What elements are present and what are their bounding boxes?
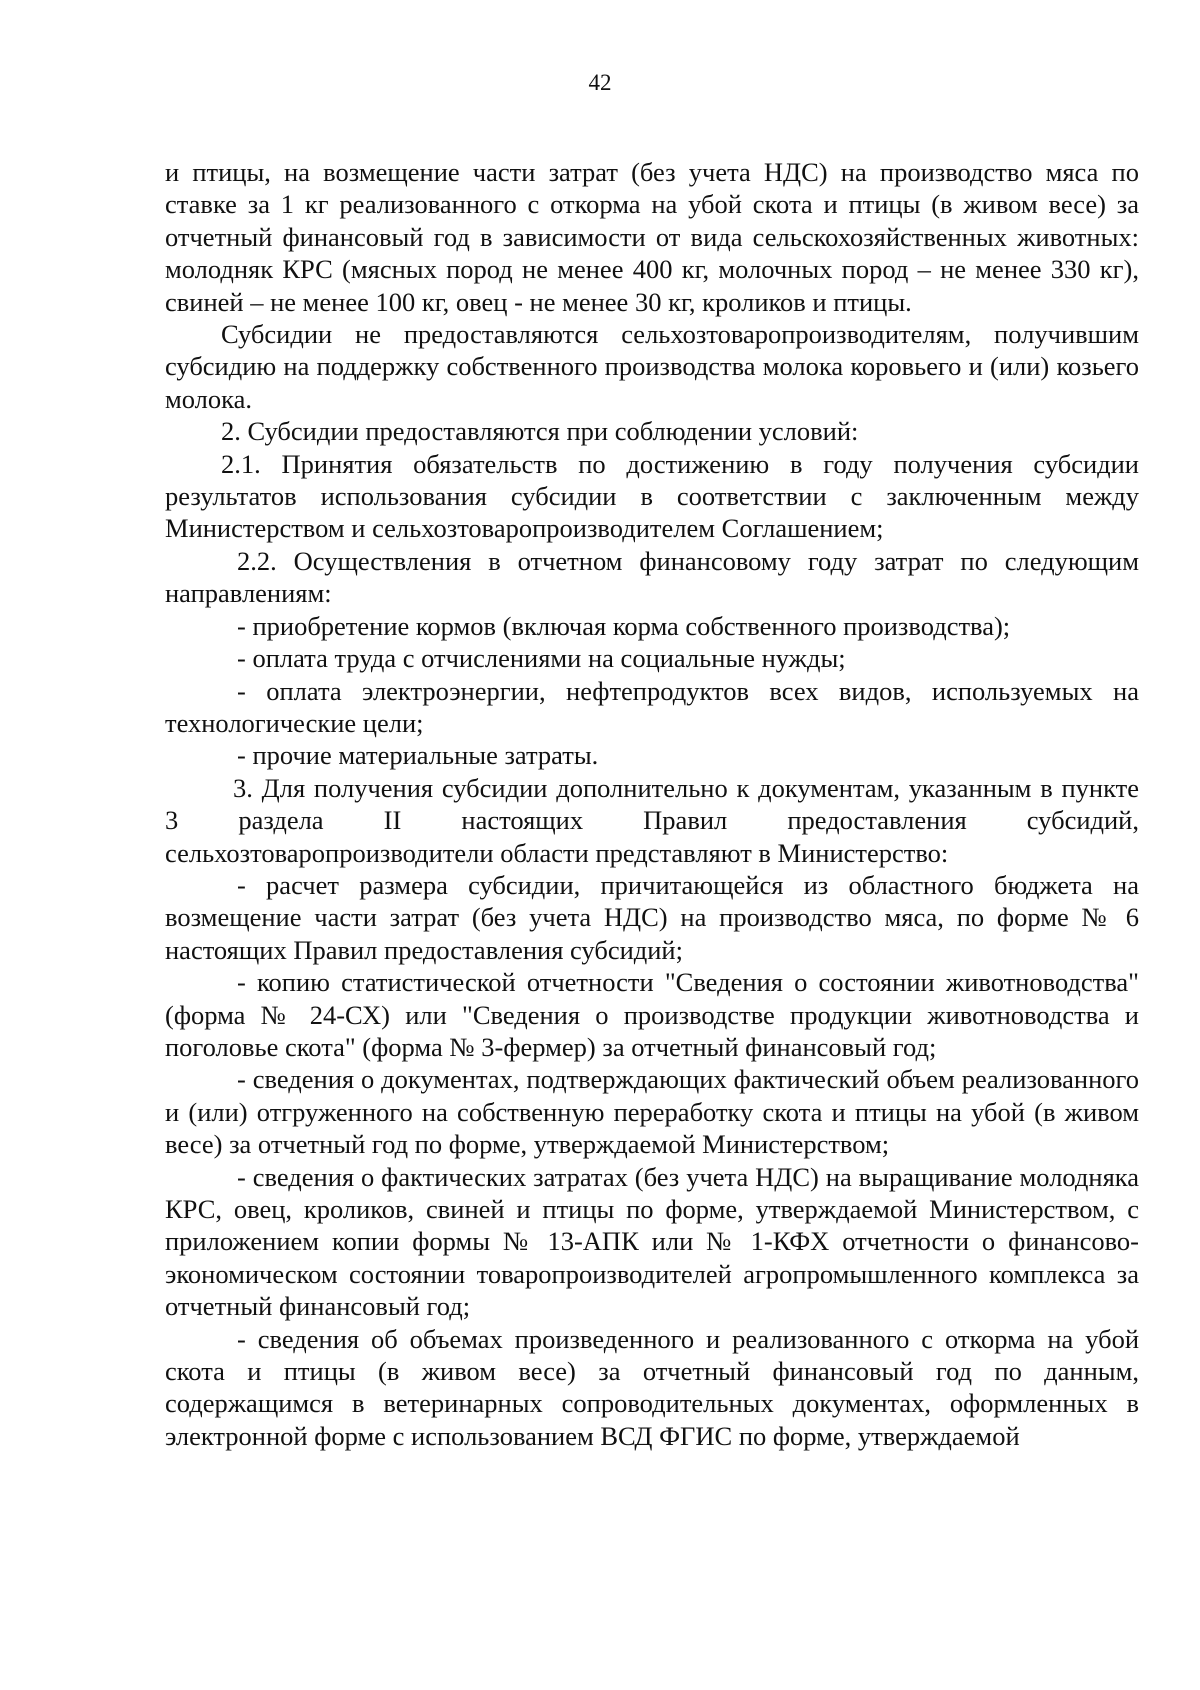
paragraph: Субсидии не предоставляются сельхозтоваропроизводителям, получившим субсидию на поддержку собственного производства молока коровьего и (или) козьего молока.: [165, 319, 1139, 414]
list-item: - сведения о фактических затратах (без учета НДС) на выращивание молодняка КРС, овец, кроликов, свиней и птицы по форме, утверждаемой Министерством, с приложением копии формы № 13-АПК или № 1-КФХ отчетности о финансово-экономическом состоянии товаропроизводителей агропромышленного комплекса за отчетный финансовый год;: [165, 1161, 1139, 1322]
paragraph: 2.1. Принятия обязательств по достижению в году получения субсидии результатов использования субсидии в соответствии с заключенным между Министерством и сельхозтоваропроизводителем Соглашением;: [165, 448, 1139, 544]
list-item: - сведения о документах, подтверждающих фактический объем реализованного и (или) отгруженного на собственную переработку скота и птицы на убой (в живом весе) за отчетный год по форме, утверждаемой Министерством;: [165, 1064, 1139, 1160]
page-number: 42: [588, 70, 612, 95]
list-item: - сведения об объемах произведенного и реализованного с откорма на убой скота и птицы (в живом весе) за отчетный финансовый год по данным, содержащимся в ветеринарных сопроводительных документах, оформленных в электронной форме с использованием ВСД ФГИС по форме, утверждаемой: [165, 1323, 1139, 1451]
list-item: - копию статистической отчетности "Сведения о состоянии животноводства" (форма № 24-СХ) или "Сведения о производстве продукции животноводства и поголовье скота" (форма № 3-фермер) за отчетный финансовый год;: [165, 967, 1139, 1062]
paragraph: 2.2. Осуществления в отчетном финансовому году затрат по следующим направлениям:: [165, 545, 1139, 609]
document-body: [165, 156, 1139, 1452]
list-item: - приобретение кормов (включая корма собственного производства);: [237, 610, 1011, 641]
list-item: - оплата труда с отчислениями на социальные нужды;: [237, 643, 846, 674]
list-item: - прочие материальные затраты.: [237, 740, 599, 771]
list-item: - оплата электроэнергии, нефтепродуктов всех видов, используемых на технологические цели;: [165, 675, 1139, 738]
paragraph: и птицы, на возмещение части затрат (без учета НДС) на производство мяса по ставке за 1 кг реализованного с откорма на убой скота и птицы (в живом весе) за отчетный финансовый год в зависимости от вида сельскохозяйственных животных: молодняк КРС (мясных пород не менее 400 кг, молочных пород – не менее 330 кг), свиней – не менее 100 кг, овец - не менее 30 кг, кроликов и птицы.: [165, 157, 1139, 317]
paragraph: 2. Субсидии предоставляются при соблюдении условий:: [221, 416, 859, 447]
list-item: - расчет размера субсидии, причитающейся из областного бюджета на возмещение части затрат (без учета НДС) на производство мяса, по форме № 6 настоящих Правил предоставления субсидий;: [165, 869, 1139, 965]
paragraph: 3. Для получения субсидии дополнительно к документам, указанным в пункте 3 раздела II настоящих Правил предоставления субсидий, сельхозтоваропроизводители области представляют в Министерство:: [165, 772, 1139, 868]
